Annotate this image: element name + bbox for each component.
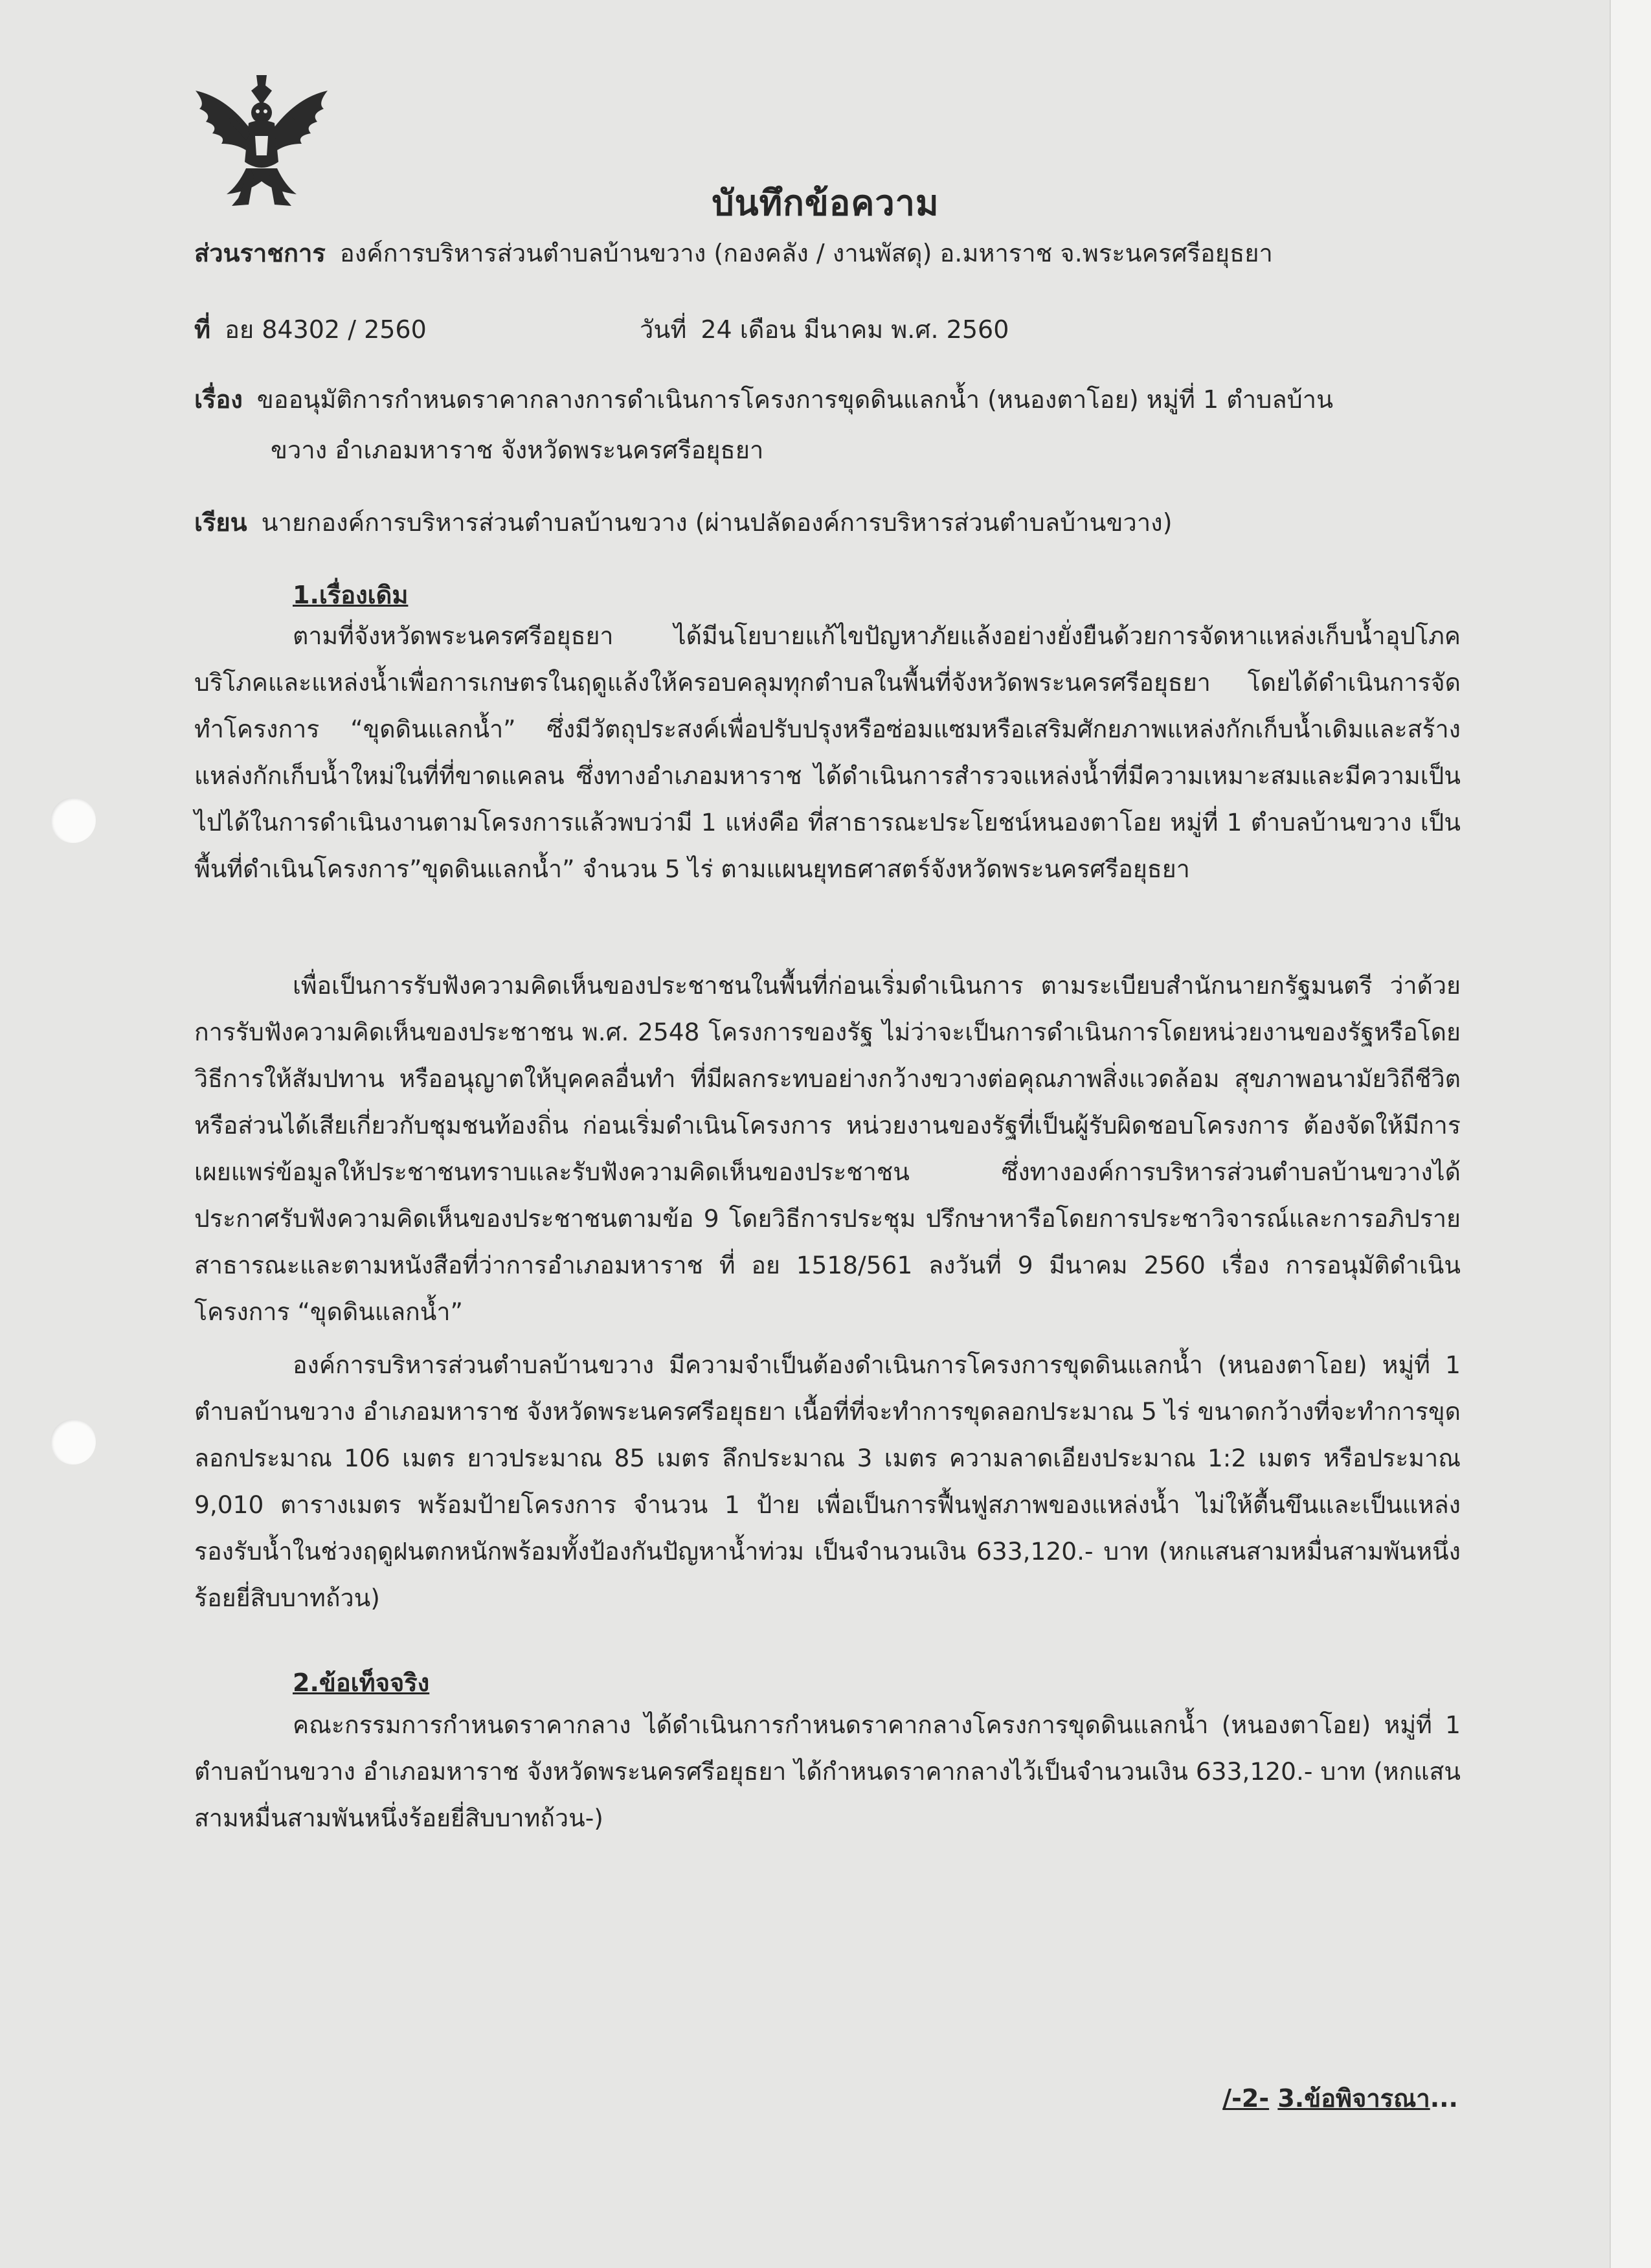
footer-ellipsis: ... <box>1430 2084 1458 2113</box>
recipient-label: เรียน <box>194 508 247 537</box>
reference-value: อย 84302 / 2560 <box>225 315 427 344</box>
subject-text-line1: ขออนุมัติการกำหนดราคากลางการดำเนินการโครงการขุดดินแลกน้ำ (หนองตาโอย) หมู่ที่ 1 ตำบลบ้าน <box>256 385 1334 414</box>
section-2-heading: 2.ข้อเท็จจริง <box>293 1668 430 1697</box>
date-line <box>640 309 1009 349</box>
footer-next-section: 3.ข้อพิจารณา <box>1277 2084 1430 2113</box>
section-1-paragraph-1: ตามที่จังหวัดพระนครศรีอยุธยา ได้มีนโยบายแก้ไขปัญหาภัยแล้งอย่างยั่งยืนด้วยการจัดหาแหล่งเก็บน้ำอุปโภคบริโภคและแหล่งน้ำเพื่อการเกษตรในฤดูแล้งให้ครอบคลุมทุกตำบลในพื้นที่จังหวัดพระนครศรีอยุธยา โดยได้ดำเนินการจัดทำโครงการ “ขุดดินแลกน้ำ” ซึ่งมีวัตถุประสงค์เพื่อปรับปรุงหรือซ่อมแซมหรือเสริมศักยภาพแหล่งกักเก็บน้ำเดิมและสร้างแหล่งกักเก็บน้ำใหม่ในที่ที่ขาดแคลน ซึ่งทางอำเภอมหาราช ได้ดำเนินการสำรวจแหล่งน้ำที่มีความเหมาะสมและมีความเป็นไปได้ในการดำเนินงานตามโครงการแล้วพบว่ามี 1 แห่งคือ ที่สาธารณะประโยชน์หนองตาโอย หมู่ที่ 1 ตำบลบ้านขวาง เป็นพื้นที่ดำเนินโครงการ”ขุดดินแลกน้ำ” จำนวน 5 ไร่ ตามแผนยุทธศาสตร์จังหวัดพระนครศรีอยุธยา <box>194 622 1461 883</box>
agency-value: องค์การบริหารส่วนตำบลบ้านขวาง (กองคลัง / งานพัสดุ) อ.มหาราช จ.พระนครศรีอยุธยา <box>339 239 1273 267</box>
page-edge <box>1610 0 1651 2268</box>
subject-line <box>194 379 1333 419</box>
footer-page-number: /-2- <box>1222 2084 1270 2113</box>
section-1-paragraph-3: องค์การบริหารส่วนตำบลบ้านขวาง มีความจำเป็นต้องดำเนินการโครงการขุดดินแลกน้ำ (หนองตาโอย) หมู่ที่ 1 ตำบลบ้านขวาง อำเภอมหาราช จังหวัดพระนครศรีอยุธยา เนื้อที่ที่จะทำการขุดลอกประมาณ 5 ไร่ ขนาดกว้างที่จะทำการขุดลอกประมาณ 106 เมตร ยาวประมาณ 85 เมตร ลึกประมาณ 3 เมตร ความลาดเอียงประมาณ 1:2 เมตร หรือประมาณ 9,010 ตารางเมตร พร้อมป้ายโครงการ จำนวน 1 ป้าย เพื่อเป็นการฟื้นฟูสภาพของแหล่งน้ำ ไม่ให้ตื้นขึนและเป็นแหล่งรองรับน้ำในช่วงฤดูฝนตกหนักพร้อมทั้งป้องกันปัญหาน้ำท่วม เป็นจำนวนเงิน 633,120.- บาท (หกแสนสามหมื่นสามพันหนึ่งร้อยยี่สิบบาทถ้วน) <box>194 1351 1461 1612</box>
agency-label: ส่วนราชการ <box>194 239 326 267</box>
reference-label: ที่ <box>194 315 211 344</box>
subject-text-line2: ขวาง อำเภอมหาราช จังหวัดพระนครศรีอยุธยา <box>271 436 764 464</box>
document-title: บันทึกข้อความ <box>712 183 939 223</box>
section-1-heading: 1.เรื่องเดิม <box>293 581 409 609</box>
section-1-paragraph-2: เพื่อเป็นการรับฟังความคิดเห็นของประชาชนในพื้นที่ก่อนเริ่มดำเนินการ ตามระเบียบสำนักนายกรัฐมนตรี ว่าด้วยการรับฟังความคิดเห็นของประชาชน พ.ศ. 2548 โครงการของรัฐ ไม่ว่าจะเป็นการดำเนินการโดยหน่วยงานของรัฐหรือโดยวิธีการให้สัมปทาน หรืออนุญาตให้บุคคลอื่นทำ ที่มีผลกระทบอย่างกว้างขวางต่อคุณภาพสิ่งแวดล้อม สุขภาพอนามัยวิถีชีวิตหรือส่วนได้เสียเกี่ยวกับชุมชนท้องถิ่น ก่อนเริ่มดำเนินโครงการ หน่วยงานของรัฐที่เป็นผู้รับผิดชอบโครงการ ต้องจัดให้มีการเผยแพร่ข้อมูลให้ประชาชนทราบและรับฟังความคิดเห็นของประชาชน ซึ่งทางองค์การบริหารส่วนตำบลบ้านขวางได้ประกาศรับฟังความคิดเห็นของประชาชนตามข้อ 9 โดยวิธีการประชุม ปรึกษาหารือโดยการประชาวิจารณ์และการอภิปรายสาธารณะและตามหนังสือที่ว่าการอำเภอมหาราช ที่ อย 1518/561 ลงวันที่ 9 มีนาคม 2560 เรื่อง การอนุมัติดำเนินโครงการ “ขุดดินแลกน้ำ” <box>194 971 1461 1326</box>
recipient-line <box>194 502 1173 542</box>
punch-hole-bottom <box>51 1419 96 1465</box>
date-value: 24 เดือน มีนาคม พ.ศ. 2560 <box>701 315 1009 344</box>
subject-label: เรื่อง <box>194 385 243 414</box>
recipient-value: นายกองค์การบริหารส่วนตำบลบ้านขวาง (ผ่านปลัดองค์การบริหารส่วนตำบลบ้านขวาง) <box>261 508 1173 537</box>
section-2-paragraph-1: คณะกรรมการกำหนดราคากลาง ได้ดำเนินการกำหนดราคากลางโครงการขุดดินแลกน้ำ (หนองตาโอย) หมู่ที่ 1 ตำบลบ้านขวาง อำเภอมหาราช จังหวัดพระนครศรีอยุธยา ได้กำหนดราคากลางไว้เป็นจำนวนเงิน 633,120.- บาท (หกแสนสามหมื่นสามพันหนึ่งร้อยยี่สิบบาทถ้วน-) <box>194 1711 1461 1832</box>
agency-line <box>194 233 1273 273</box>
punch-hole-top <box>51 798 96 843</box>
reference-line <box>194 309 427 349</box>
page-footer <box>1222 2078 1458 2118</box>
date-label: วันที่ <box>640 315 687 344</box>
